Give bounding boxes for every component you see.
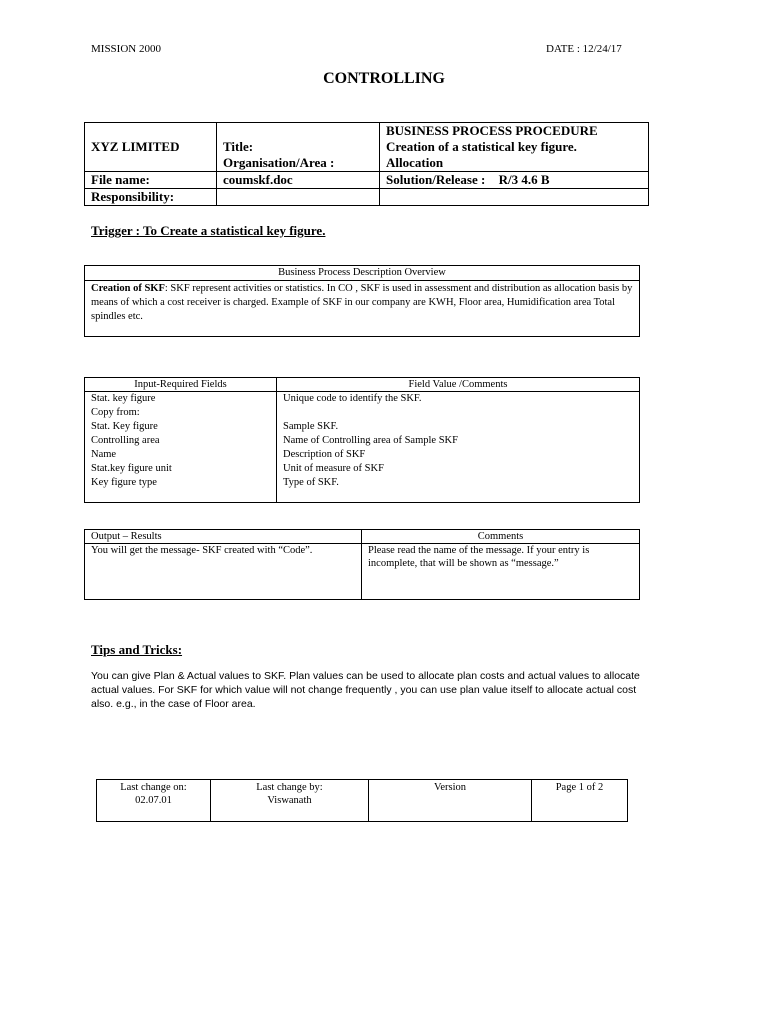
bpp-area: Allocation [386,155,444,170]
output-col1-header: Output – Results [85,530,362,544]
field-name: Stat. key figure [91,393,156,404]
header-mission: MISSION 2000 [91,43,161,55]
overview-heading: Business Process Description Overview [85,266,640,281]
field-value: Type of SKF. [283,477,339,488]
last-change-by-label: Last change by: [256,782,323,793]
solution-value: R/3 4.6 B [498,172,550,187]
field-value [283,406,633,420]
bpp-cell [380,123,649,172]
company-name: XYZ LIMITED [91,139,180,154]
field-value: Name of Controlling area of Sample SKF [283,435,458,446]
responsibility-label: Responsibility: [85,189,217,206]
bpp-title: Creation of a statistical key figure. [386,139,577,154]
title-cell [217,123,380,172]
field-value: Sample SKF. [283,421,339,432]
tips-text: You can give Plan & Actual values to SKF. Plan values can be used to allocate plan costs and actual values to allocate actual values. For SKF for which value will not change frequently , you can use plan value itself to allocate actual cost also. e.g., in the case of Floor area. [91,670,640,710]
overview-body [85,281,640,337]
field-name: Stat.key figure unit [91,463,172,474]
org-label: Organisation/Area : [223,155,335,170]
output-result: You will get the message- SKF created with “Code”. [85,544,362,600]
footer-page: Page 1 of 2 [532,780,628,822]
file-label: File name: [85,172,217,189]
last-change-on-value: 02.07.01 [135,795,172,806]
field-name: Name [91,449,117,460]
fields-col1-header: Input-Required Fields [85,378,277,392]
responsibility-empty-1 [217,189,380,206]
output-comment: Please read the name of the message. If your entry is incomplete, that will be shown as “message.” [362,544,640,600]
trigger-heading: Trigger : To Create a statistical key figure. [91,223,326,238]
footer-last-change-by [211,780,369,822]
info-table [84,122,649,206]
bpp-heading: BUSINESS PROCESS PROCEDURE [386,123,598,138]
footer-table [96,779,628,822]
field-name: Controlling area [91,435,160,446]
field-value: Description of SKF [283,449,366,460]
file-value: coumskf.doc [217,172,380,189]
last-change-by-value: Viswanath [267,795,312,806]
last-change-on-label: Last change on: [120,782,187,793]
field-value: Unique code to identify the SKF. [283,393,422,404]
tips-heading: Tips and Tricks: [91,642,183,657]
header-date: DATE : 12/24/17 [546,43,622,55]
title-label: Title: [223,139,254,154]
output-col2-header: Comments [362,530,640,544]
overview-text: : SKF represent activities or statistics. In CO , SKF is used in assessment and distribution as allocation basis by means of which a cost receiver is charged. Example of SKF in our company are KWH, Floor area, Humidification area Total spindles etc. [91,283,633,322]
company-cell [85,123,217,172]
solution-cell [380,172,649,189]
overview-lead: Creation of SKF [91,283,165,294]
fields-table [84,377,640,503]
field-name: Copy from: [91,407,140,418]
field-name: Key figure type [91,477,157,488]
fields-col2-header: Field Value /Comments [277,378,640,392]
solution-label: Solution/Release : [386,172,486,187]
field-value: Unit of measure of SKF [283,463,384,474]
responsibility-empty-2 [380,189,649,206]
field-names-cell [85,392,277,503]
overview-table [84,265,640,337]
field-name: Stat. Key figure [91,421,158,432]
output-table [84,529,640,600]
field-values-cell [277,392,640,503]
footer-version: Version [369,780,532,822]
footer-last-change-on [97,780,211,822]
page-title: CONTROLLING [323,70,445,87]
